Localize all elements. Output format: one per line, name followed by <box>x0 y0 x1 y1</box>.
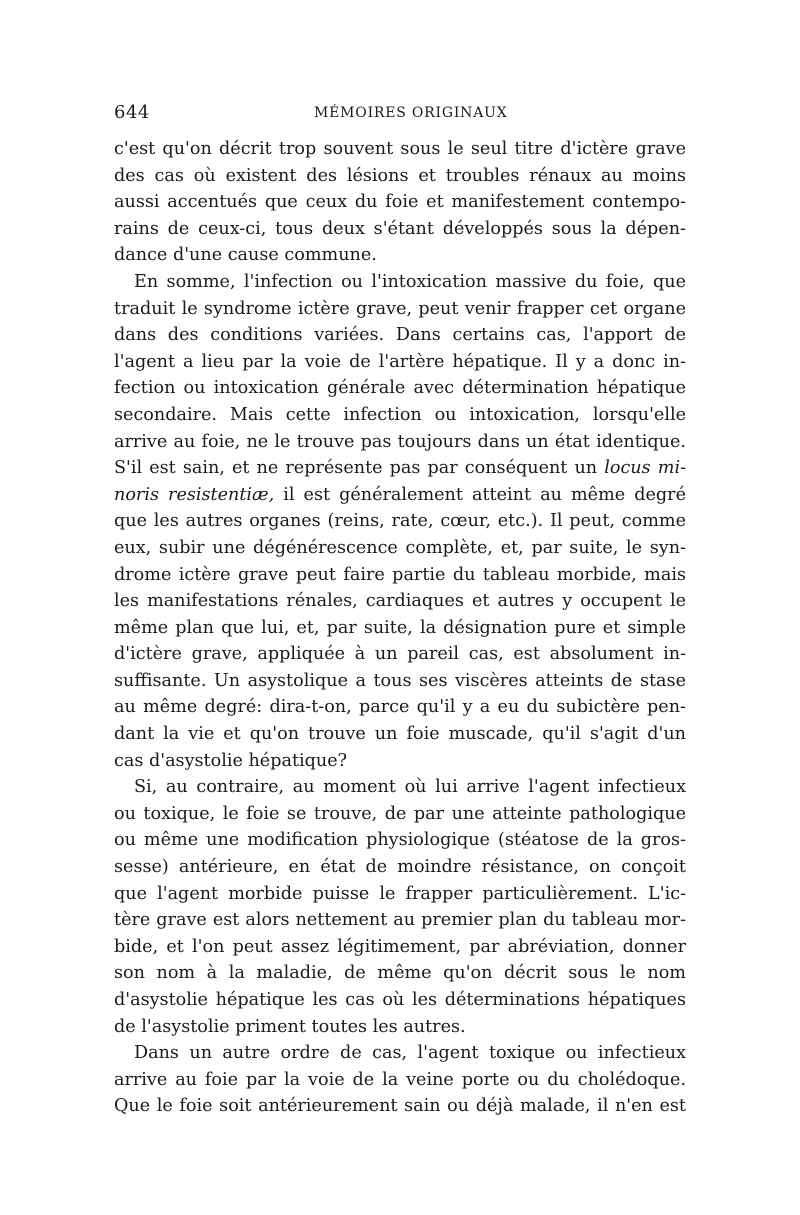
line-text: fection ou intoxication générale avec détermination hépatique <box>114 378 686 399</box>
text-line <box>114 854 686 881</box>
line-text: bide, et l'on peut assez légitimement, par abréviation, donner <box>114 936 686 957</box>
text-line <box>114 1040 686 1067</box>
text-line <box>114 375 686 402</box>
line-text: En somme, l'infection ou l'intoxication massive du foie, que <box>134 271 686 292</box>
line-text: drome ictère grave peut faire partie du tableau morbide, mais <box>114 564 686 585</box>
text-line <box>114 881 686 908</box>
line-text: au même degré: dira-t-on, parce qu'il y a eu du subictère pen- <box>114 697 686 718</box>
line-text: c'est qu'on décrit trop souvent sous le seul titre d'ictère grave <box>114 139 686 159</box>
text-line <box>114 429 686 456</box>
line-text: suffisante. Un asystolique a tous ses viscères atteints de stase <box>114 670 686 691</box>
line-text: des cas où existent des lésions et troubles rénaux au moins <box>114 165 686 186</box>
italic-text: locus mi- <box>604 458 687 479</box>
text-line <box>114 508 686 535</box>
line-text: ou toxique, le foie se trouve, de par une atteinte pathologique <box>114 803 686 824</box>
line-text: cas d'asystolie hépatique? <box>114 750 348 771</box>
text-line <box>114 136 686 163</box>
text-line <box>114 242 686 269</box>
text-line <box>114 934 686 961</box>
text-line <box>114 588 686 615</box>
text-line <box>114 189 686 216</box>
text-line <box>114 482 686 509</box>
text-line <box>114 535 686 562</box>
text-line <box>114 1014 686 1041</box>
line-text: ou même une modification physiologique (stéatose de la gros- <box>114 830 686 851</box>
italic-text: noris resistentiæ, <box>114 484 275 505</box>
text-line <box>114 907 686 934</box>
line-text: que l'agent morbide puisse le frapper particulièrement. L'ic- <box>114 883 686 904</box>
line-text: traduit le syndrome ictère grave, peut venir frapper cet organe <box>114 298 686 319</box>
running-title: MÉMOIRES ORIGINAUX <box>314 105 508 121</box>
text-line <box>114 1067 686 1094</box>
text-line <box>114 163 686 190</box>
line-text: secondaire. Mais cette infection ou intoxication, lorsqu'elle <box>114 404 686 425</box>
text-line <box>114 296 686 323</box>
text-line <box>114 987 686 1014</box>
page-header <box>114 102 686 128</box>
line-text: les manifestations rénales, cardiaques et autres y occupent le <box>114 591 686 612</box>
line-text: arrive au foie par la voie de la veine porte ou du cholédoque. <box>114 1069 686 1090</box>
text-line <box>114 322 686 349</box>
line-text: que les autres organes (reins, rate, cœur, etc.). Il peut, comme <box>114 511 686 532</box>
line-text: S'il est sain, et ne représente pas par conséquent un <box>114 458 605 479</box>
text-line <box>114 455 686 482</box>
text-line <box>114 1093 686 1120</box>
text-line <box>114 748 686 775</box>
text-line <box>114 562 686 589</box>
line-text: rains de ceux-ci, tous deux s'étant développés sous la dépen- <box>114 218 686 239</box>
line-text: dant la vie et qu'on trouve un foie muscade, qu'il s'agit d'un <box>114 724 686 745</box>
page-number: 644 <box>114 102 150 123</box>
text-line <box>114 668 686 695</box>
line-text: arrive au foie, ne le trouve pas toujours dans un état identique. <box>114 431 686 452</box>
line-text: tère grave est alors nettement au premier plan du tableau mor- <box>114 910 686 931</box>
text-line <box>114 721 686 748</box>
line-text: de l'asystolie priment toutes les autres. <box>114 1016 466 1037</box>
text-line <box>114 801 686 828</box>
text-line <box>114 827 686 854</box>
line-text: il est généralement atteint au même degré <box>274 484 686 505</box>
text-line <box>114 694 686 721</box>
line-text: même plan que lui, et, par suite, la désignation pure et simple <box>114 617 686 638</box>
line-text: Dans un autre ordre de cas, l'agent toxique ou infectieux <box>134 1043 686 1064</box>
line-text: Que le foie soit antérieurement sain ou déjà malade, il n'en est <box>114 1096 686 1117</box>
text-line <box>114 774 686 801</box>
line-text: aussi accentués que ceux du foie et manifestement contempo- <box>114 192 686 213</box>
text-line <box>114 216 686 243</box>
line-text: Si, au contraire, au moment où lui arrive l'agent infectieux <box>134 777 686 798</box>
line-text: dance d'une cause commune. <box>114 245 377 266</box>
line-text: d'asystolie hépatique les cas où les déterminations hépatiques <box>114 990 686 1010</box>
line-text: dans des conditions variées. Dans certains cas, l'apport de <box>114 325 686 346</box>
text-line <box>114 349 686 376</box>
text-line <box>114 615 686 642</box>
line-text: son nom à la maladie, de même qu'on décrit sous le nom <box>114 963 686 984</box>
line-text: l'agent a lieu par la voie de l'artère hépatique. Il y a donc in- <box>114 351 686 372</box>
text-line <box>114 641 686 668</box>
text-line <box>114 269 686 296</box>
line-text: sesse) antérieure, en état de moindre résistance, on conçoit <box>114 857 686 878</box>
body-text <box>114 136 686 1120</box>
text-line <box>114 960 686 987</box>
text-line <box>114 402 686 429</box>
line-text: d'ictère grave, appliquée à un pareil cas, est absolument in- <box>114 644 686 665</box>
line-text: eux, subir une dégénérescence complète, et, par suite, le syn- <box>114 537 686 558</box>
